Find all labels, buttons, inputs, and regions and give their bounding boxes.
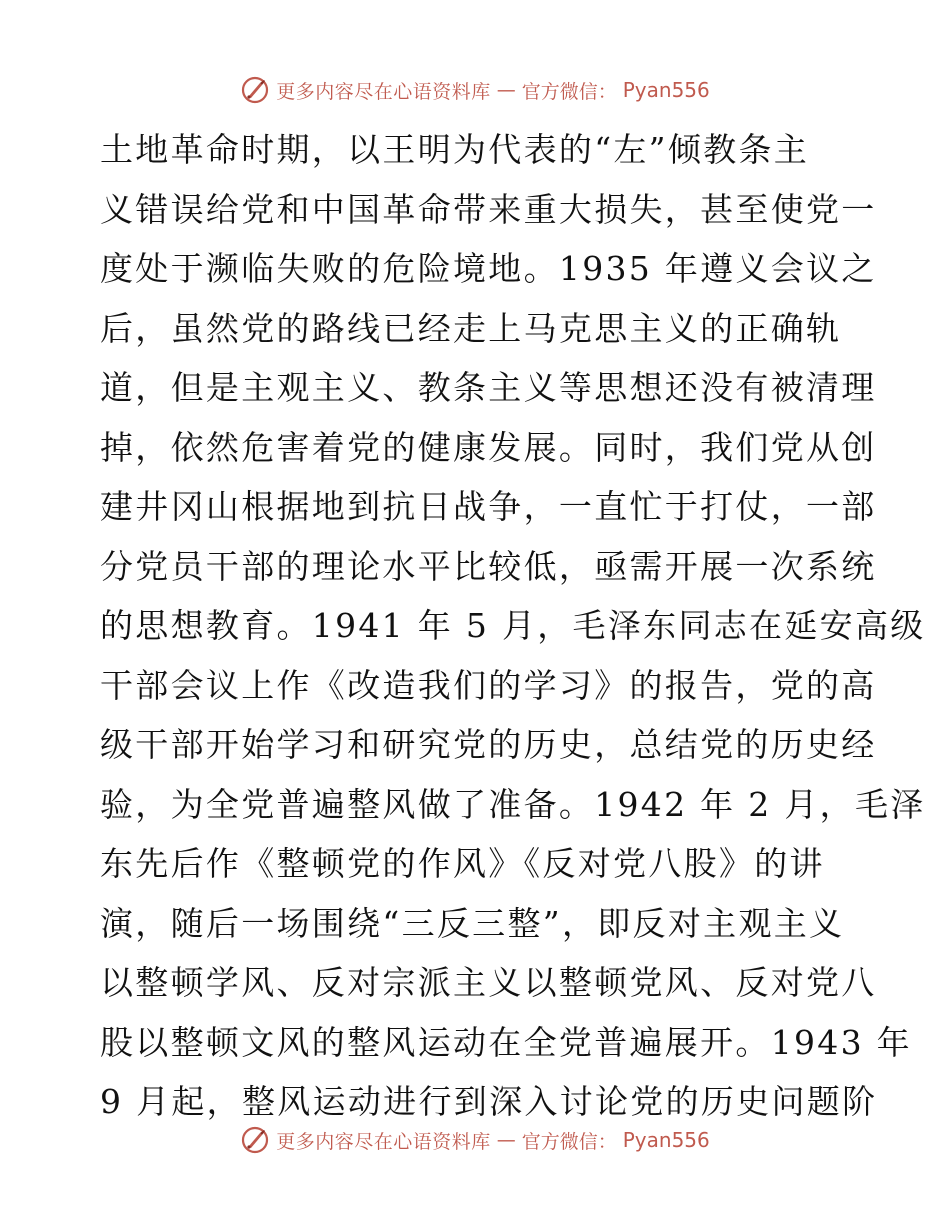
text-line: 度处于濒临失败的危险境地。1935 年遵义会议之 [100, 249, 877, 288]
text-line: 干部会议上作《改造我们的学习》的报告，党的高 [100, 665, 877, 705]
quill-pen-logo-icon [240, 1125, 270, 1155]
document-body [100, 120, 926, 1132]
header-official-label: 官方微信： [521, 80, 617, 103]
text-line: 9 月起，整风运动进行到深入讨论党的历史问题阶 [100, 1082, 878, 1121]
quill-pen-logo-icon [240, 75, 270, 105]
text-line: 掉，依然危害着党的健康发展。同时，我们党从创 [100, 427, 877, 467]
text-line: 演，随后一场围绕“三反三整”，即反对主观主义 [100, 903, 845, 943]
text-line: 级干部开始学习和研究党的历史，总结党的历史经 [100, 725, 877, 764]
text-line: 验，为全党普遍整风做了准备。1942 年 2 月，毛泽 [100, 784, 926, 824]
header-dash: — [496, 79, 516, 101]
text-line: 后，虽然党的路线已经走上马克思主义的正确轨 [100, 308, 842, 348]
text-line: 以整顿学风、反对宗派主义以整顿党风、反对党八 [100, 963, 877, 1002]
footer-dash: — [496, 1129, 516, 1151]
text-line: 建井冈山根据地到抗日战争，一直忙于打仗，一部 [100, 487, 877, 526]
header-site-text: 更多内容尽在心语资料库 [276, 80, 491, 103]
header-watermark [0, 70, 950, 110]
footer-site-text: 更多内容尽在心语资料库 [276, 1130, 491, 1153]
text-line: 土地革命时期，以王明为代表的“左”倾教条主 [100, 130, 810, 169]
footer-watermark [0, 1120, 950, 1160]
text-line: 义错误给党和中国革命带来重大损失，甚至使党一 [100, 189, 877, 229]
footer-wechat-id: Pyan556 [622, 1128, 710, 1152]
text-line: 股以整顿文风的整风运动在全党普遍展开。1943 年 [100, 1022, 912, 1062]
footer-official-label: 官方微信： [521, 1130, 617, 1153]
text-line: 的思想教育。1941 年 5 月，毛泽东同志在延安高级 [100, 606, 926, 645]
text-line: 道，但是主观主义、教条主义等思想还没有被清理 [100, 368, 877, 407]
text-line: 分党员干部的理论水平比较低，亟需开展一次系统 [100, 546, 877, 586]
text-line: 东先后作《整顿党的作风》《反对党八股》的讲 [100, 844, 825, 883]
header-wechat-id: Pyan556 [622, 78, 710, 102]
